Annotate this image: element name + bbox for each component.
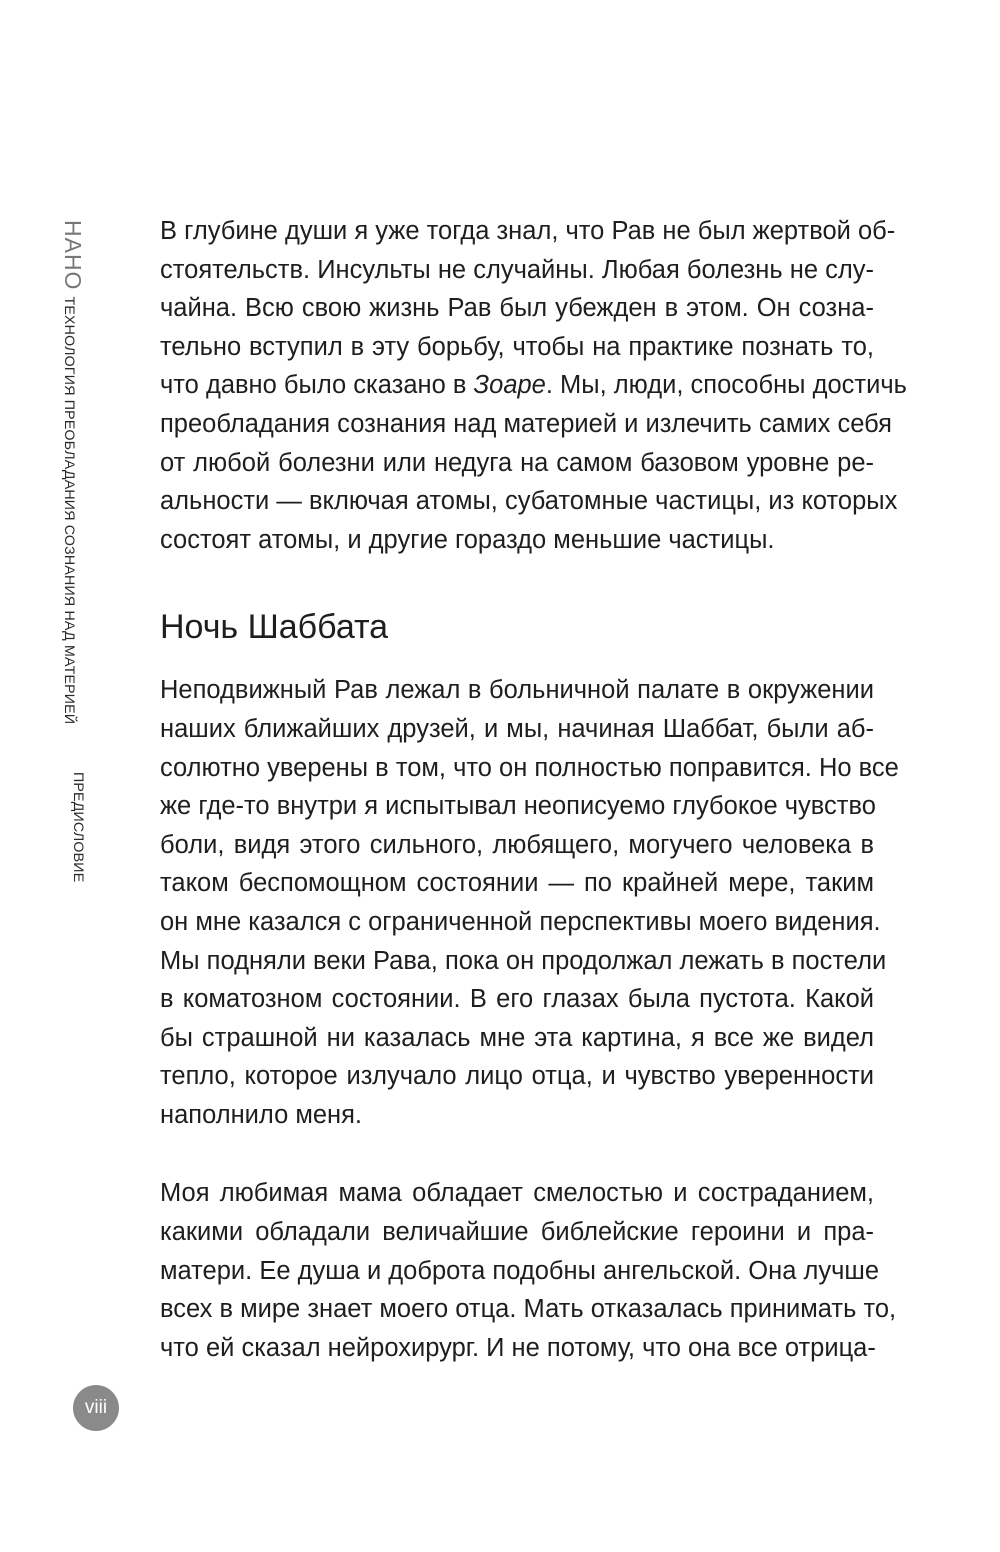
running-head-book-title: ТЕХНОЛОГИЯ ПРЕОБЛАДАНИЯ СОЗНАНИЯ НАД МАТЕРИЕЙ <box>61 296 77 725</box>
text-line: тепло, которое излучало лицо отца, и чувство уверенности <box>160 1062 874 1091</box>
paragraph-2 <box>160 671 899 1134</box>
text-line: что ей сказал нейрохирург. И не потому, что она все отрица- <box>160 1333 876 1362</box>
spacer <box>160 1134 874 1174</box>
text-line: альности — включая атомы, субатомные частицы, из которых <box>160 487 898 516</box>
section-heading: Ночь Шаббата <box>160 608 389 647</box>
text-line: бы страшной ни казалась мне эта картина, я все же видел <box>160 1023 874 1052</box>
spacer <box>160 559 874 599</box>
text-line: тельно вступил в эту борьбу, чтобы на практике познать то, <box>160 332 874 361</box>
text-line: стоятельств. Инсульты не случайны. Любая болезнь не слу- <box>160 255 874 284</box>
spacer <box>160 655 874 671</box>
text-line: состоят атомы, и другие гораздо меньшие частицы. <box>160 525 775 554</box>
text-line: таком беспомощном состоянии — по крайней мере, таким <box>160 869 874 898</box>
text-line: преобладания сознания над материей и излечить самих себя <box>160 409 892 438</box>
text-line: от любой болезни или недуга на самом базовом уровне ре- <box>160 448 874 477</box>
text-line: Моя любимая мама обладает смелостью и состраданием, <box>160 1179 874 1208</box>
italic-term: Зоаре <box>473 371 546 400</box>
text-line: солютно уверены в том, что он полностью поправится. Но все <box>160 753 899 782</box>
page-number: viii <box>84 1397 108 1418</box>
text-line <box>160 366 907 405</box>
text-run: . Мы, люди, способны достичь <box>545 371 907 400</box>
running-head <box>60 220 86 900</box>
text-line: чайна. Всю свою жизнь Рав был убежден в этом. Он созна- <box>160 294 874 323</box>
text-line: же где-то внутри я испытывал неописуемо глубокое чувство <box>160 792 876 821</box>
text-line: боли, видя этого сильного, любящего, могучего человека в <box>160 830 874 859</box>
text-run: что давно было сказано в <box>160 371 474 400</box>
paragraph-1 <box>160 212 907 559</box>
main-text <box>160 212 907 1367</box>
text-line: Неподвижный Рав лежал в больничной палате в окружении <box>160 676 874 705</box>
text-line: всех в мире знает моего отца. Мать отказалась принимать то, <box>160 1295 897 1324</box>
text-line: наполнило меня. <box>160 1100 363 1129</box>
text-line: В глубине души я уже тогда знал, что Рав не был жертвой об- <box>160 217 896 245</box>
text-line: Мы подняли веки Рава, пока он продолжал лежать в постели <box>160 946 887 975</box>
page-number-badge <box>73 1385 119 1431</box>
text-line: в коматозном состоянии. В его глазах была пустота. Какой <box>160 985 874 1014</box>
text-line: он мне казался с ограниченной перспективы моего видения. <box>160 907 881 936</box>
text-line: матери. Ее душа и доброта подобны ангельской. Она лучше <box>160 1256 880 1285</box>
running-head-section: ПРЕДИСЛОВИЕ <box>70 772 86 883</box>
paragraph-3 <box>160 1174 897 1367</box>
running-head-brand: НАНО <box>60 220 86 291</box>
text-line: наших ближайших друзей, и мы, начиная Шаббат, были аб- <box>160 714 874 743</box>
text-line: какими обладали величайшие библейские героини и пра- <box>160 1218 874 1247</box>
